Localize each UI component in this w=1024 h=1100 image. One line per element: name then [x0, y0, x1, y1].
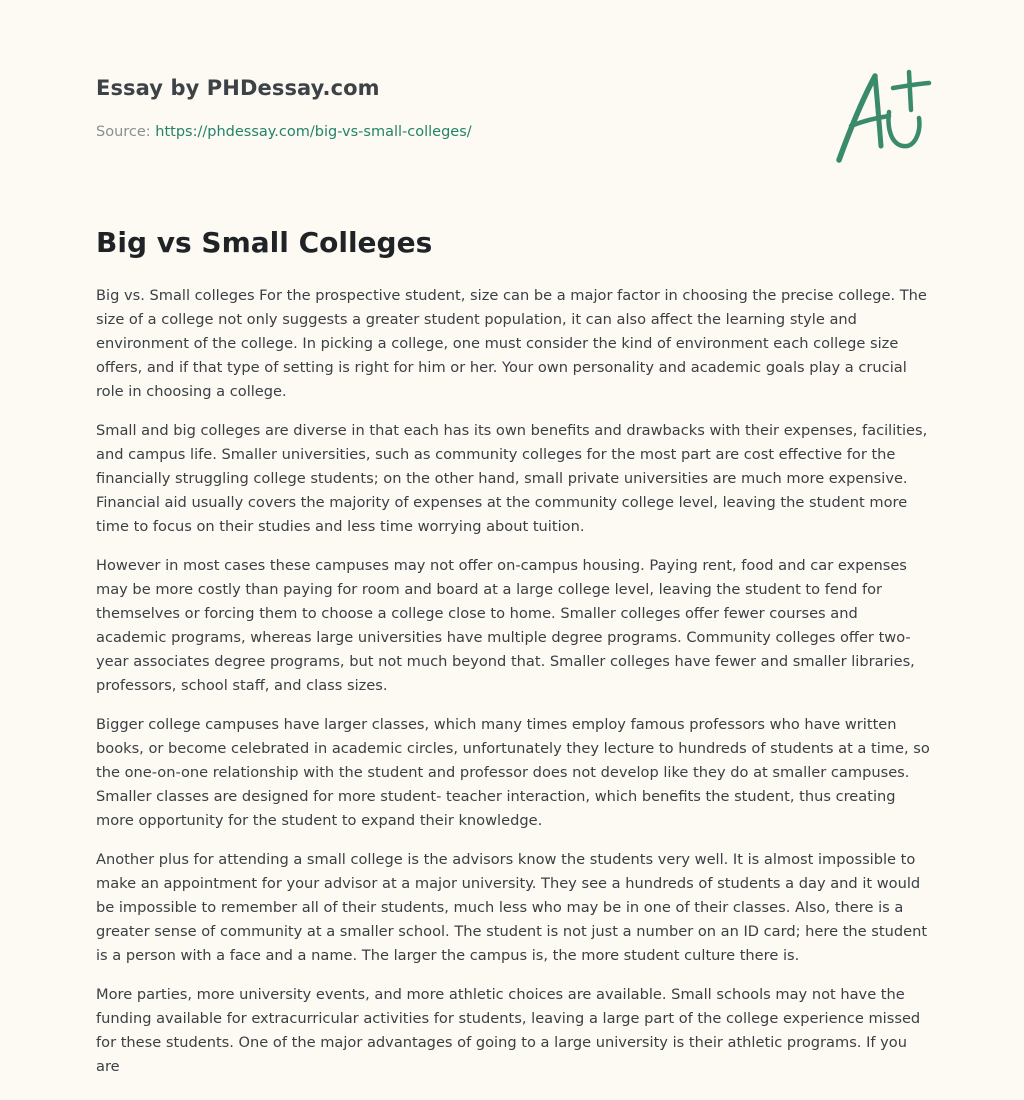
essay-paragraph: Another plus for attending a small college is the advisors know the students very well. It is almost impossible to make an appointment for your advisor at a major university. They see a hundreds of students a day and it would be impossible to remember all of their students, much less who may be in one of their classes. Also, there is a greater sense of community at a smaller school. The student is not just a number on an ID card; here the student is a person with a face and a name. The larger the campus is, the more student culture there is. [96, 851, 928, 964]
essay-paragraph: Small and big colleges are diverse in that each has its own benefits and drawbacks with their expenses, facilities, and campus life. Smaller universities, such as community colleges for the most part are cost effective for the financially struggling college students; on the other hand, small private universities are much more expensive. Financial aid usually covers the majority of expenses at the community college level, leaving the student more time to focus on their studies and less time worrying about tuition. [96, 422, 928, 535]
source-line [96, 124, 472, 140]
essay-body [96, 284, 932, 1094]
site-brand: Essay by PHDessay.com [96, 76, 380, 100]
source-label: Source: [96, 124, 156, 140]
essay-title: Big vs Small Colleges [96, 226, 433, 259]
essay-paragraph: More parties, more university events, and more athletic choices are available. Small schools may not have the funding available for extracurricular activities for students, leaving a large part of the college experience missed for these students. One of the major advantages of going to a large university is their athletic programs. If you are [96, 986, 921, 1075]
essay-paragraph: Big vs. Small colleges For the prospective student, size can be a major factor in choosing the precise college. The size of a college not only suggests a greater student population, it can also affect the learning style and environment of the college. In picking a college, one must consider the kind of environment each college size offers, and if that type of setting is right for him or her. Your own personality and academic goals play a crucial role in choosing a college. [96, 287, 927, 400]
source-link[interactable]: https://phdessay.com/big-vs-small-colleges/ [155, 124, 472, 140]
essay-paragraph: However in most cases these campuses may not offer on-campus housing. Paying rent, food and car expenses may be more costly than paying for room and board at a large college level, leaving the student to fend for themselves or forcing them to choose a college close to home. Smaller colleges offer fewer courses and academic programs, whereas large universities have multiple degree programs. Community colleges offer two-year associates degree programs, but not much beyond that. Smaller colleges have fewer and smaller libraries, professors, school staff, and class sizes. [96, 557, 915, 694]
page-header [96, 0, 929, 200]
essay-paragraph: Bigger college campuses have larger classes, which many times employ famous professors who have written books, or become celebrated in academic circles, unfortunately they lecture to hundreds of students at a time, so the one-on-one relationship with the student and professor does not develop like they do at smaller campuses. Smaller classes are designed for more student- teacher interaction, which benefits the student, thus creating more opportunity for the student to expand their knowledge. [96, 716, 930, 829]
a-plus-grade-icon [829, 66, 933, 166]
